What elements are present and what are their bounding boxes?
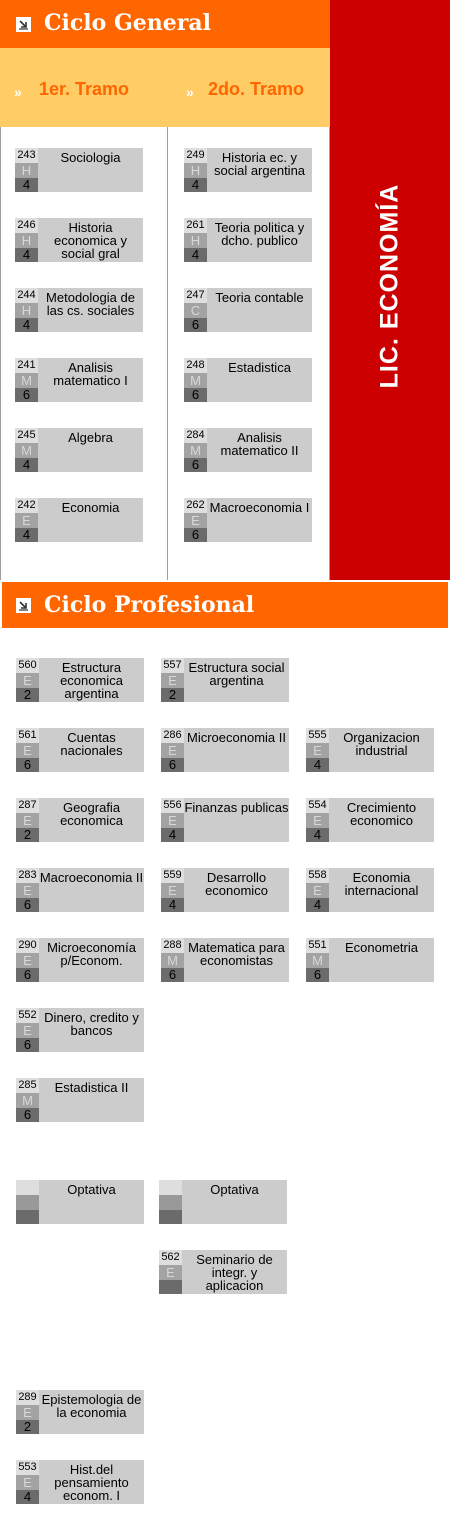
subject-credits: 4 — [184, 178, 207, 192]
subject-card[interactable] — [15, 288, 143, 332]
subject-card[interactable] — [15, 498, 143, 542]
elective-card[interactable] — [16, 1180, 144, 1224]
subject-credits — [16, 1210, 39, 1224]
subject-credits: 4 — [15, 528, 38, 542]
subject-name: Finanzas publicas — [184, 800, 289, 815]
subject-credits: 4 — [184, 248, 207, 262]
ciclo-general-title: Ciclo General — [44, 10, 211, 36]
subject-card[interactable] — [184, 148, 312, 192]
subject-credits: 2 — [16, 1420, 39, 1434]
subject-name: Optativa — [210, 1182, 259, 1197]
subject-name: Economia internacional — [344, 870, 419, 898]
subject-credits: 6 — [306, 968, 329, 982]
subject-type: C — [184, 303, 207, 318]
subject-name: Estadistica II — [54, 1080, 129, 1095]
double-chevron-icon: » — [186, 84, 192, 100]
subject-type: H — [184, 233, 207, 248]
subject-card[interactable] — [16, 938, 144, 982]
subject-card[interactable] — [16, 868, 144, 912]
subject-type — [16, 1195, 39, 1210]
subject-credits — [159, 1280, 182, 1294]
subject-type: E — [16, 1405, 39, 1420]
subject-credits: 2 — [161, 688, 184, 702]
subject-name: Cuentas nacionales — [60, 730, 123, 758]
subject-name: Analisis matematico I — [53, 360, 128, 388]
subject-credits: 4 — [161, 828, 184, 842]
subject-type: H — [15, 233, 38, 248]
subject-type: E — [161, 743, 184, 758]
subject-card[interactable] — [161, 798, 289, 842]
subject-type: E — [161, 813, 184, 828]
subject-code — [16, 1180, 39, 1195]
subject-card[interactable] — [16, 1460, 144, 1504]
subject-credits: 6 — [184, 528, 207, 542]
subject-name: Dinero, credito y bancos — [44, 1010, 139, 1038]
subject-credits: 2 — [16, 688, 39, 702]
subject-credits: 4 — [15, 248, 38, 262]
subject-credits: 4 — [306, 828, 329, 842]
subject-code: 289 — [16, 1390, 39, 1405]
subject-card[interactable] — [16, 658, 144, 702]
subject-type: E — [161, 673, 184, 688]
subject-code: 286 — [161, 728, 184, 743]
subject-type: E — [16, 743, 39, 758]
ciclo-profesional-header — [2, 582, 448, 628]
subject-name: Epistemologia de la economia — [41, 1392, 142, 1420]
subject-code: 288 — [161, 938, 184, 953]
tramo-2-header — [168, 48, 330, 127]
subject-card[interactable] — [16, 1390, 144, 1434]
subject-card[interactable] — [306, 938, 434, 982]
subject-type: E — [161, 883, 184, 898]
subject-type: E — [306, 743, 329, 758]
expand-arrow-icon[interactable] — [16, 598, 31, 613]
subject-name: Crecimiento economico — [346, 800, 417, 828]
subject-type: E — [306, 883, 329, 898]
subject-credits — [159, 1210, 182, 1224]
expand-arrow-icon[interactable] — [16, 17, 31, 32]
subject-name: Algebra — [68, 430, 113, 445]
subject-type: E — [16, 1023, 39, 1038]
subject-code: 284 — [184, 428, 207, 443]
subject-card[interactable] — [16, 798, 144, 842]
subject-card[interactable] — [15, 428, 143, 472]
career-title-panel — [330, 0, 450, 580]
subject-credits: 6 — [16, 1038, 39, 1052]
subject-code: 262 — [184, 498, 207, 513]
subject-code: 243 — [15, 148, 38, 163]
career-title: LIC. ECONOMÍA — [375, 183, 404, 389]
subject-code: 285 — [16, 1078, 39, 1093]
subject-code: 552 — [16, 1008, 39, 1023]
subject-code: 556 — [161, 798, 184, 813]
subject-name: Seminario de integr. y aplicacion — [196, 1252, 273, 1293]
elective-card[interactable] — [159, 1180, 287, 1224]
subject-credits: 6 — [16, 898, 39, 912]
subject-code: 558 — [306, 868, 329, 883]
subject-card[interactable] — [15, 148, 143, 192]
subject-code — [159, 1180, 182, 1195]
subject-code: 287 — [16, 798, 39, 813]
subject-code: 245 — [15, 428, 38, 443]
subject-credits: 6 — [16, 968, 39, 982]
tramo-1-header — [0, 48, 168, 127]
subject-credits: 4 — [161, 898, 184, 912]
subject-credits: 4 — [306, 898, 329, 912]
subject-card[interactable] — [306, 798, 434, 842]
subject-card[interactable] — [184, 288, 312, 332]
subject-code: 560 — [16, 658, 39, 673]
tramo-1-label: 1er. Tramo — [39, 79, 130, 99]
subject-card[interactable] — [184, 498, 312, 542]
subject-name: Teoria contable — [215, 290, 304, 305]
subject-type: E — [16, 883, 39, 898]
subject-card[interactable] — [184, 358, 312, 402]
subject-code: 551 — [306, 938, 329, 953]
subject-type: E — [16, 953, 39, 968]
subject-card[interactable] — [16, 1008, 144, 1052]
subject-name: Analisis matematico II — [220, 430, 299, 458]
subject-type: M — [15, 443, 38, 458]
subject-name: Microeconomia II — [187, 730, 286, 745]
subject-code: 559 — [161, 868, 184, 883]
subject-card[interactable] — [161, 658, 289, 702]
subject-card[interactable] — [306, 728, 434, 772]
subject-name: Optativa — [67, 1182, 116, 1197]
subject-name: Sociologia — [60, 150, 121, 165]
subject-code: 553 — [16, 1460, 39, 1475]
subject-credits: 6 — [184, 458, 207, 472]
subject-name: Macroeconomia II — [39, 870, 144, 885]
subject-card[interactable] — [15, 218, 143, 262]
subject-type: E — [184, 513, 207, 528]
subject-type: H — [15, 163, 38, 178]
subject-name: Estructura social argentina — [188, 660, 285, 688]
subject-type: H — [184, 163, 207, 178]
subject-credits: 6 — [184, 388, 207, 402]
tramo-2-label: 2do. Tramo — [208, 79, 305, 99]
subject-card[interactable] — [16, 1078, 144, 1122]
subject-type — [159, 1195, 182, 1210]
subject-name: Desarrollo economico — [205, 870, 268, 898]
subject-card[interactable] — [16, 728, 144, 772]
subject-name: Estructura economica argentina — [60, 660, 123, 701]
subject-card[interactable] — [161, 868, 289, 912]
subject-name: Historia economica y social gral — [54, 220, 127, 261]
subject-credits: 4 — [306, 758, 329, 772]
subject-name: Estadistica — [228, 360, 291, 375]
subject-credits: 6 — [161, 968, 184, 982]
subject-code: 557 — [161, 658, 184, 673]
subject-card[interactable] — [184, 428, 312, 472]
subject-name: Geografia economica — [60, 800, 123, 828]
subject-type: M — [161, 953, 184, 968]
subject-name: Microeconomía p/Econom. — [47, 940, 136, 968]
subject-card[interactable] — [161, 938, 289, 982]
subject-credits: 4 — [15, 458, 38, 472]
subject-code: 562 — [159, 1250, 182, 1265]
subject-code: 249 — [184, 148, 207, 163]
subject-type: M — [306, 953, 329, 968]
subject-code: 261 — [184, 218, 207, 233]
subject-name: Organizacion industrial — [343, 730, 420, 758]
subject-credits: 4 — [16, 1490, 39, 1504]
subject-type: E — [16, 1475, 39, 1490]
subject-name: Metodologia de las cs. sociales — [46, 290, 135, 318]
subject-code: 554 — [306, 798, 329, 813]
subject-name: Teoria politica y dcho. publico — [214, 220, 305, 248]
subject-code: 247 — [184, 288, 207, 303]
subject-name: Macroeconomia I — [209, 500, 310, 515]
subject-card[interactable] — [161, 728, 289, 772]
subject-type: M — [184, 443, 207, 458]
column-divider — [167, 127, 168, 580]
subject-credits: 6 — [16, 1108, 39, 1122]
subject-code: 290 — [16, 938, 39, 953]
subject-credits: 6 — [161, 758, 184, 772]
subject-type: E — [16, 673, 39, 688]
subject-type: E — [15, 513, 38, 528]
subject-card[interactable] — [306, 868, 434, 912]
subject-name: Econometria — [345, 940, 418, 955]
subject-type: M — [184, 373, 207, 388]
subject-type: E — [159, 1265, 182, 1280]
subject-code: 241 — [15, 358, 38, 373]
subject-credits: 2 — [16, 828, 39, 842]
subject-type: H — [15, 303, 38, 318]
subject-credits: 6 — [16, 758, 39, 772]
subject-type: M — [16, 1093, 39, 1108]
column-divider — [0, 127, 1, 580]
subject-card[interactable] — [15, 358, 143, 402]
subject-code: 242 — [15, 498, 38, 513]
subject-code: 248 — [184, 358, 207, 373]
double-chevron-icon: » — [14, 84, 20, 100]
ciclo-general-header — [0, 0, 330, 48]
subject-type: E — [306, 813, 329, 828]
subject-name: Historia ec. y social argentina — [213, 150, 306, 178]
subject-type: M — [15, 373, 38, 388]
subject-code: 244 — [15, 288, 38, 303]
subject-credits: 4 — [15, 318, 38, 332]
subject-code: 283 — [16, 868, 39, 883]
subject-credits: 6 — [15, 388, 38, 402]
subject-name: Economia — [61, 500, 120, 515]
subject-name: Hist.del pensamiento econom. I — [54, 1462, 129, 1503]
subject-code: 555 — [306, 728, 329, 743]
subject-card[interactable] — [159, 1250, 287, 1294]
subject-code: 561 — [16, 728, 39, 743]
subject-credits: 4 — [15, 178, 38, 192]
subject-credits: 6 — [184, 318, 207, 332]
subject-card[interactable] — [184, 218, 312, 262]
subject-name: Matematica para economistas — [188, 940, 285, 968]
subject-code: 246 — [15, 218, 38, 233]
ciclo-profesional-title: Ciclo Profesional — [44, 592, 255, 618]
subject-type: E — [16, 813, 39, 828]
